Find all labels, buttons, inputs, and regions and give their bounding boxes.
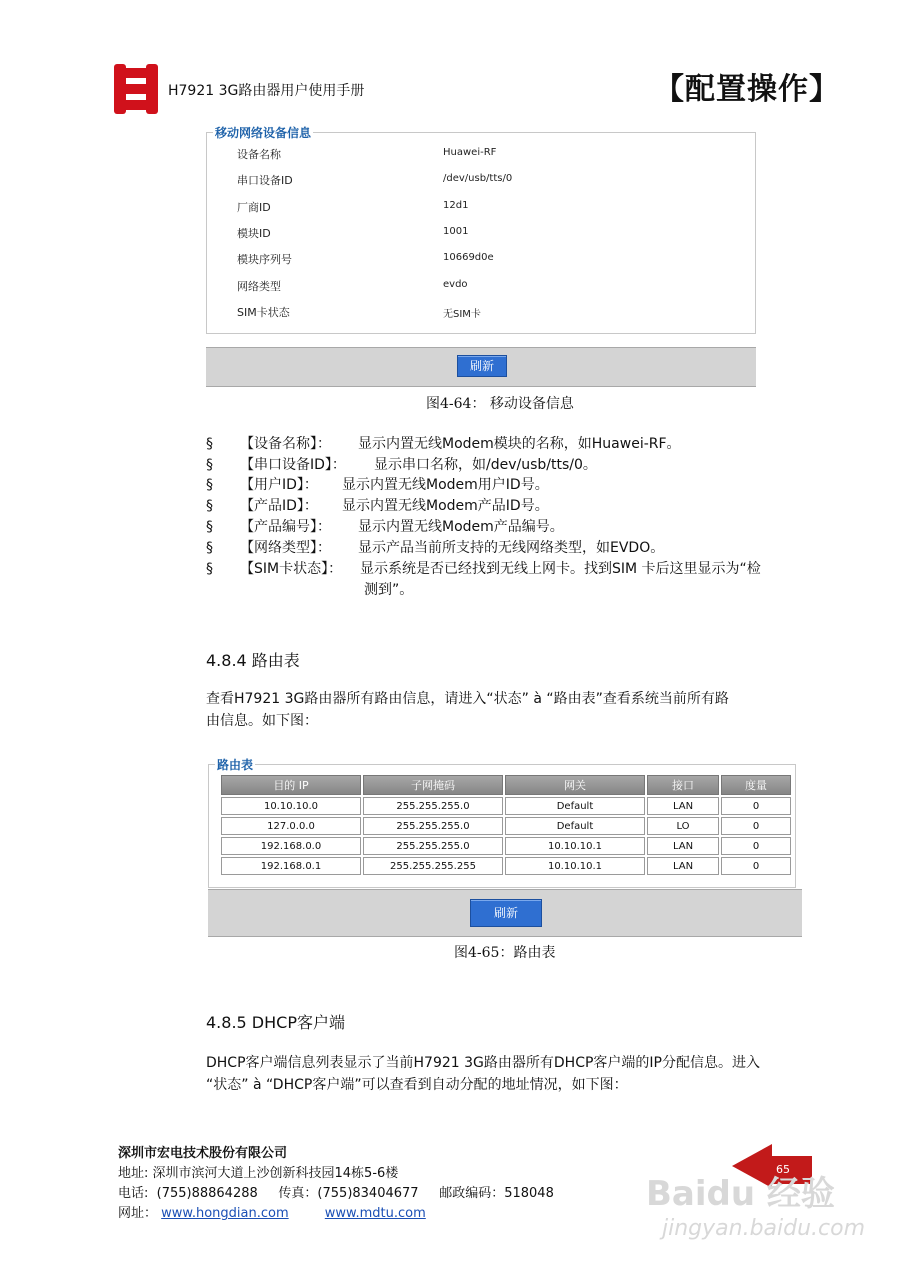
bullet-desc: 显示内置无线Modem用户ID号。 (342, 477, 549, 493)
device-name-value: Huawei-RF (443, 147, 497, 158)
company-address: 地址: 深圳市滨河大道上沙创新科技园14栋5-6楼 (118, 1166, 399, 1181)
vendor-id-label: 厂商ID (237, 201, 271, 214)
cell-metric: 0 (721, 817, 791, 835)
route-table-legend: 路由表 (217, 758, 254, 772)
bullet-item (206, 517, 826, 537)
bullet-key: 【产品ID】： (240, 498, 318, 514)
sim-status-value: 无SIM卡 (443, 309, 481, 320)
serial-id-value: /dev/usb/tts/0 (443, 173, 513, 184)
mdtu-link[interactable]: www.mdtu.com (324, 1206, 426, 1221)
bullet-symbol: § (206, 457, 213, 473)
cell-metric: 0 (721, 797, 791, 815)
bullet-key: 【SIM卡状态】： (240, 561, 343, 577)
cell-gateway: Default (505, 817, 645, 835)
hongdian-link[interactable]: www.hongdian.com (161, 1206, 289, 1221)
bullet-symbol: § (206, 498, 213, 514)
cell-dest-ip: 127.0.0.0 (221, 817, 361, 835)
bullet-symbol: § (206, 436, 213, 452)
module-serial-value: 10669d0e (443, 252, 494, 263)
cell-gateway: 10.10.10.1 (505, 837, 645, 855)
col-metric: 度量 (721, 775, 791, 795)
company-website (118, 1204, 426, 1224)
table-row (221, 797, 791, 815)
figure-4-65-caption: 图4-65：路由表 (454, 945, 556, 961)
bullet-symbol: § (206, 540, 213, 556)
bullet-key: 【产品编号】： (240, 519, 331, 535)
bullet-item (206, 475, 826, 495)
cell-subnet-mask: 255.255.255.0 (363, 817, 503, 835)
vendor-id-value: 12d1 (443, 200, 469, 211)
company-name: 深圳市宏电技术股份有限公司 (118, 1146, 288, 1161)
cell-metric: 0 (721, 837, 791, 855)
network-type-label: 网络类型 (237, 280, 281, 293)
col-dest-ip: 目的 IP (221, 775, 361, 795)
module-id-label: 模块ID (237, 227, 271, 240)
device-info-legend: 移动网络设备信息 (215, 126, 312, 140)
bullet-item (206, 496, 826, 516)
cell-subnet-mask: 255.255.255.0 (363, 797, 503, 815)
device-info-panel (206, 126, 756, 334)
bullet-desc: 显示系统是否已经找到无线上网卡。找到SIM 卡后这里显示为“检 (360, 561, 761, 577)
bullet-symbol: § (206, 519, 213, 535)
cell-subnet-mask: 255.255.255.0 (363, 837, 503, 855)
company-contact: 电话: (755)88864288 传真：(755)83404677 邮政编码：518048 (118, 1186, 554, 1201)
document-title: H7921 3G路由器用户使用手册 (168, 83, 365, 99)
module-serial-label: 模块序列号 (237, 253, 292, 266)
bullet-key: 【用户ID】： (240, 477, 318, 493)
section-heading-4-8-4: 4.8.4 路由表 (206, 651, 300, 670)
bullet-desc: 显示产品当前所支持的无线网络类型，如EVDO。 (358, 540, 665, 556)
bullet-item (206, 538, 826, 558)
cell-interface: LAN (647, 857, 719, 875)
baidu-watermark: Baidu 经验 (646, 1174, 835, 1214)
bullet-key: 【设备名称】： (240, 436, 331, 452)
col-interface: 接口 (647, 775, 719, 795)
device-name-label: 设备名称 (237, 148, 281, 161)
bullet-key: 【网络类型】： (240, 540, 331, 556)
section-heading-4-8-5: 4.8.5 DHCP客户端 (206, 1013, 345, 1032)
baidu-watermark-url: jingyan.baidu.com (662, 1216, 866, 1241)
route-table-header (221, 775, 791, 795)
cell-dest-ip: 10.10.10.0 (221, 797, 361, 815)
bullet-item (206, 559, 826, 599)
route-refresh-button[interactable]: 刷新 (470, 899, 542, 927)
route-intro-line-2: 由信息。如下图： (206, 713, 318, 729)
route-intro-line-1: 查看H7921 3G路由器所有路由信息，请进入“状态” à “路由表”查看系统当前所有路 (206, 691, 729, 707)
bullet-symbol: § (206, 561, 213, 577)
page-number: 65 (766, 1156, 812, 1184)
bullet-item (206, 455, 826, 475)
figure-4-64-caption: 图4-64： 移动设备信息 (426, 396, 574, 412)
bullet-desc: 显示串口名称，如/dev/usb/tts/0。 (374, 457, 597, 473)
cell-interface: LAN (647, 837, 719, 855)
bullet-desc: 显示内置无线Modem产品编号。 (358, 519, 564, 535)
cell-gateway: 10.10.10.1 (505, 857, 645, 875)
table-row (221, 817, 791, 835)
route-table (219, 773, 793, 877)
sim-status-label: SIM卡状态 (237, 306, 290, 319)
bullet-desc-continued: 测到”。 (364, 582, 414, 598)
bullet-desc: 显示内置无线Modem模块的名称，如Huawei-RF。 (358, 436, 681, 452)
col-subnet-mask: 子网掩码 (363, 775, 503, 795)
company-logo (114, 60, 158, 118)
cell-dest-ip: 192.168.0.1 (221, 857, 361, 875)
col-gateway: 网关 (505, 775, 645, 795)
section-title: 【配置操作】 (654, 72, 840, 107)
cell-subnet-mask: 255.255.255.255 (363, 857, 503, 875)
cell-interface: LO (647, 817, 719, 835)
website-label: 网址： (118, 1206, 158, 1221)
network-type-value: evdo (443, 279, 468, 290)
cell-gateway: Default (505, 797, 645, 815)
bullet-item (206, 434, 826, 454)
bullet-key: 【串口设备ID】： (240, 457, 346, 473)
serial-id-label: 串口设备ID (237, 174, 293, 187)
cell-metric: 0 (721, 857, 791, 875)
dhcp-intro-line-2: “状态” à “DHCP客户端”可以查看到自动分配的地址情况，如下图： (206, 1077, 628, 1093)
cell-dest-ip: 192.168.0.0 (221, 837, 361, 855)
bullet-symbol: § (206, 477, 213, 493)
table-row (221, 857, 791, 875)
module-id-value: 1001 (443, 226, 469, 237)
table-row (221, 837, 791, 855)
device-refresh-button[interactable]: 刷新 (457, 355, 507, 377)
bullet-desc: 显示内置无线Modem产品ID号。 (342, 498, 549, 514)
dhcp-intro-line-1: DHCP客户端信息列表显示了当前H7921 3G路由器所有DHCP客户端的IP分配信息。进入 (206, 1055, 760, 1071)
cell-interface: LAN (647, 797, 719, 815)
